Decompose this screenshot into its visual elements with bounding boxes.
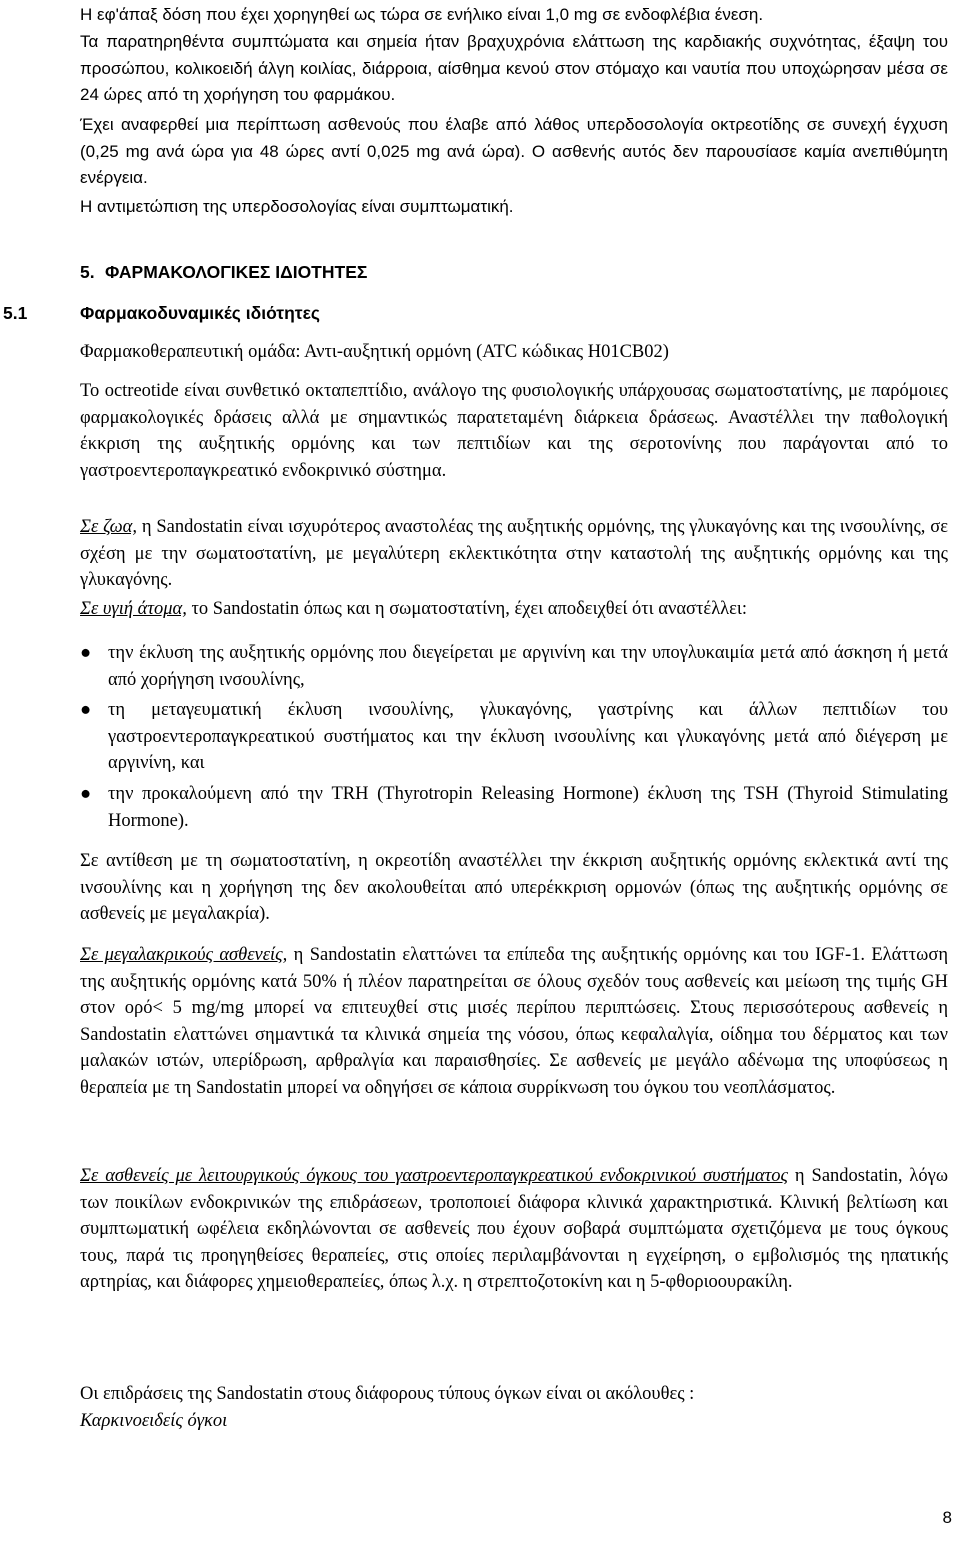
overdose-single-dose-line: Η εφ'άπαξ δόση που έχει χορηγηθεί ως τώρα σε ενήλικο είναι 1,0 mg σε ενδοφλέβια ένεση. [80, 5, 764, 24]
healthy-subjects-lead: Σε υγιή άτομα, [80, 599, 187, 619]
gep-tumours-text: η Sandostatin, λόγω των ποικίλων ενδοκρινικών της επιδράσεων, τροποποιεί διάφορα κλινικά χαρακτηριστικά. Κλινική βελτίωση και συμπτωματική ωφέλεια εκδηλώνονται σε ασθενείς που έχουν σοβαρά συμπτώματα σχετιζόμενα με τους όγκους τους, παρά τις προηγηθείσες θεραπείες, στις οποίες περιλαμβάνονται η εγχείρηση, ο εμβολισμός της ηπατικής αρτηρίας, και διάφορες χημειοθεραπείες, όπως λ.χ. η στρεπτοζοτοκίνη και η 5-φθοριοουρακίλη. [80, 1166, 949, 1293]
inhibition-bullet-list [80, 640, 948, 838]
gep-tumours-lead: Σε ασθενείς με λειτουργικούς όγκους του γαστροεντεροπαγκρεατικού ενδοκρινικού συστήματος [80, 1166, 788, 1186]
octreotide-description-paragraph: Το octreotide είναι συνθετικό οκταπεπτίδιο, ανάλογο της φυσιολογικής υπάρχουσας σωματοστατίνης, με παρόμοιες φαρμακολογικές δράσεις αλλά με σημαντικώς παρατεταμένη διάρκεια δράσεως. Αναστέλλει την παθολογική έκκριση της αυξητικής ορμόνης και των πεπτιδίων και της σεροτονίνης που παράγονται από το γαστροεντεροπαγκρεατικό ενδοκρινικό σύστημα. [80, 381, 948, 481]
bullet-item [80, 781, 948, 834]
page-number: 8 [942, 1508, 952, 1527]
carcinoid-tumours-subheading: Καρκινοειδείς όγκοι [80, 1411, 228, 1431]
bullet-dot-icon: ● [80, 643, 92, 663]
section-5-title: ΦΑΡΜΑΚΟΛΟΓΙΚΕΣ ΙΔΙΟΤΗΤΕΣ [105, 262, 368, 282]
bullet-item [80, 697, 948, 777]
overdose-case-paragraph: Έχει αναφερθεί μια περίπτωση ασθενούς που έλαβε από λάθος υπερδοσολογία οκτρεοτίδης σε συνεχή έγχυση (0,25 mg ανά ώρα για 48 ώρες αντί 0,025 mg ανά ώρα). Ο ασθενής αυτός δεν παρουσίασε καμία ανεπιθύμητη ενέργεια. [80, 115, 948, 187]
bullet-item [80, 640, 948, 693]
section-5-number: 5. [80, 262, 95, 282]
bullet-text: την έκλυση της αυξητικής ορμόνης που διεγείρεται με αργινίνη και την υπογλυκαιμία μετά από άσκηση ή μετά από χορήγηση ινσουλίνης, [108, 643, 948, 690]
bullet-dot-icon: ● [80, 700, 92, 721]
contrast-somatostatin-paragraph: Σε αντίθεση με τη σωματοστατίνη, η οκρεοτίδη αναστέλλει την έκκριση αυξητικής ορμόνης εκλεκτικά αντί της ινσουλίνης και η χορήγηση της δεν ακολουθείται από υπερέκκριση ορμονών (όπως της αυξητικής ορμόνης σε ασθενείς με μεγαλακρία). [80, 851, 948, 925]
section-5-heading [80, 259, 368, 285]
bullet-text: την προκαλούμενη από την TRH (Thyrotropin Releasing Hormone) έκλυση της TSH (Thyroid Stimulating Hormone). [108, 783, 948, 831]
gep-tumours-paragraph [80, 1163, 948, 1296]
overdose-symptoms-paragraph: Τα παρατηρηθέντα συμπτώματα και σημεία ήταν βραχυχρόνια ελάττωση της καρδιακής συχνότητας, έξαψη του προσώπου, κολικοειδή άλγη κοιλίας, διάρροια, αίσθημα κενού στον στόμαχο και ναυτία που υποχώρησαν μέσα σε 24 ώρες από τη χορήγηση του φαρμάκου. [80, 32, 948, 104]
section-5-1-title: Φαρμακοδυναμικές ιδιότητες [80, 303, 321, 323]
animals-lead: Σε ζωα, [80, 517, 137, 537]
section-5-1-heading [3, 300, 403, 326]
bullet-dot-icon: ● [80, 783, 92, 804]
animals-text: η Sandostatin είναι ισχυρότερος αναστολέας της αυξητικής ορμόνης, της γλυκαγόνης και της ινσουλίνης, σε σχέση με την σωματοστατίνη, με μεγαλύτερη εκλεκτικότητα στην καταστολή της αυξητικής ορμόνης και της γλυκαγόνης. [80, 517, 948, 591]
overdose-treatment-line: Η αντιμετώπιση της υπερδοσολογίας είναι συμπτωματική. [80, 197, 514, 216]
healthy-subjects-paragraph [80, 596, 948, 623]
animals-paragraph [80, 514, 948, 594]
acromegaly-text: η Sandostatin ελαττώνει τα επίπεδα της αυξητικής ορμόνης και του IGF-1. Ελάττωση της αυξητικής ορμόνης κατά 50% ή πλέον παρατηρείται σε όλους σχεδόν τους ασθενείς και μείωση της τιμής GH στον ορό< 5 mg/mg μπορεί να επιτευχθεί στις μισές περίπου περιπτώσεις. Στους περισσότερους ασθενείς η Sandostatin ελαττώνει σημαντικά τα κλινικά σημεία της νόσου, όπως κεφαλαλγία, οίδημα του δέρματος και των μαλακών ιστών, υπερίδρωση, αρθραλγία και παραισθησίες. Σε ασθενείς με μεγάλο αδένωμα της υποφύσεως η θεραπεία με τη Sandostatin μπορεί να οδηγήσει σε κάποια συρρίκνωση του όγκου του νεοπλάσματος. [80, 945, 949, 1098]
section-5-1-number: 5.1 [3, 303, 28, 323]
healthy-subjects-text: το Sandostatin όπως και η σωματοστατίνη, έχει αποδειχθεί ότι αναστέλλει: [186, 599, 748, 619]
acromegaly-paragraph [80, 942, 948, 1102]
acromegaly-lead: Σε μεγαλακρικούς ασθενείς, [80, 945, 288, 965]
bullet-text: τη μεταγευματική έκλυση ινσουλίνης, γλυκαγόνης, γαστρίνης και άλλων πεπτιδίων του γαστροεντεροπαγκρεατικού συστήματος και την έκλυση ινσουλίνης και γλυκαγόνης μετά από διέγερση με αργινίνη, και [108, 700, 948, 774]
therapeutic-group-line: Φαρμακοθεραπευτική ομάδα: Αντι-αυξητική ορμόνη (ATC κώδικας H01CB02) [80, 342, 669, 362]
tumour-effects-line: Οι επιδράσεις της Sandostatin στους διάφορους τύπους όγκων είναι οι ακόλουθες : [80, 1384, 695, 1404]
